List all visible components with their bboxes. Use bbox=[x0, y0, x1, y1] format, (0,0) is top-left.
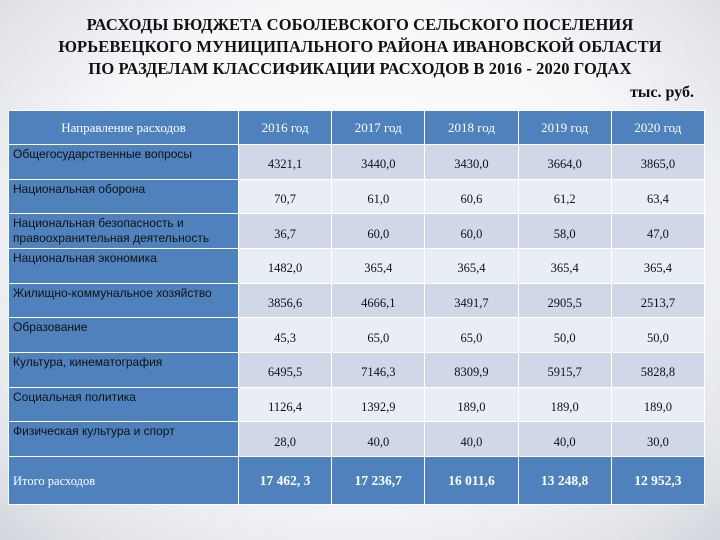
table-cell: 28,0 bbox=[239, 422, 332, 457]
table-cell: 8309,9 bbox=[425, 353, 518, 388]
column-header-year: 2017 год bbox=[332, 111, 425, 145]
table-row bbox=[9, 214, 705, 249]
table-cell: 365,4 bbox=[611, 249, 704, 284]
table-row bbox=[9, 179, 705, 214]
table-cell: 6495,5 bbox=[239, 353, 332, 388]
total-cell: 17 462, 3 bbox=[239, 457, 332, 505]
table-cell: 365,4 bbox=[425, 249, 518, 284]
column-header-year: 2019 год bbox=[518, 111, 611, 145]
table-cell: 40,0 bbox=[518, 422, 611, 457]
column-header-direction: Направление расходов bbox=[9, 111, 239, 145]
total-row bbox=[9, 457, 705, 505]
title-line-3: ПО РАЗДЕЛАМ КЛАССИФИКАЦИИ РАСХОДОВ В 2016 - 2020 ГОДАХ bbox=[88, 59, 632, 78]
row-label: Национальная оборона bbox=[9, 179, 239, 214]
table-row bbox=[9, 318, 705, 353]
table-header-row bbox=[9, 111, 705, 145]
column-header-year: 2020 год bbox=[611, 111, 704, 145]
table-cell: 40,0 bbox=[332, 422, 425, 457]
table-row bbox=[9, 387, 705, 422]
title-line-2: ЮРЬЕВЕЦКОГО МУНИЦИПАЛЬНОГО РАЙОНА ИВАНОВСКОЙ ОБЛАСТИ bbox=[58, 37, 662, 56]
row-label: Общегосударственные вопросы bbox=[9, 145, 239, 180]
table-cell: 365,4 bbox=[518, 249, 611, 284]
table-cell: 65,0 bbox=[425, 318, 518, 353]
row-label: Социальная политика bbox=[9, 387, 239, 422]
table-cell: 3440,0 bbox=[332, 145, 425, 180]
table-cell: 30,0 bbox=[611, 422, 704, 457]
table-cell: 36,7 bbox=[239, 214, 332, 249]
table-cell: 365,4 bbox=[332, 249, 425, 284]
table-cell: 5828,8 bbox=[611, 353, 704, 388]
table-row bbox=[9, 283, 705, 318]
table-cell: 1392,9 bbox=[332, 387, 425, 422]
table-cell: 2513,7 bbox=[611, 283, 704, 318]
row-label: Национальная экономика bbox=[9, 249, 239, 284]
table-cell: 4321,1 bbox=[239, 145, 332, 180]
table-cell: 40,0 bbox=[425, 422, 518, 457]
table-body bbox=[9, 145, 705, 505]
table-cell: 60,0 bbox=[425, 214, 518, 249]
table-cell: 50,0 bbox=[518, 318, 611, 353]
table-cell: 3865,0 bbox=[611, 145, 704, 180]
table-row bbox=[9, 353, 705, 388]
table-cell: 2905,5 bbox=[518, 283, 611, 318]
table-cell: 65,0 bbox=[332, 318, 425, 353]
table-cell: 1126,4 bbox=[239, 387, 332, 422]
table-row bbox=[9, 145, 705, 180]
column-header-year: 2018 год bbox=[425, 111, 518, 145]
table-cell: 3430,0 bbox=[425, 145, 518, 180]
total-cell: 13 248,8 bbox=[518, 457, 611, 505]
row-label: Физическая культура и спорт bbox=[9, 422, 239, 457]
table-cell: 7146,3 bbox=[332, 353, 425, 388]
total-label: Итого расходов bbox=[9, 457, 239, 505]
budget-table bbox=[8, 110, 705, 505]
table-cell: 1482,0 bbox=[239, 249, 332, 284]
table-row bbox=[9, 422, 705, 457]
page-title bbox=[0, 14, 720, 80]
total-cell: 16 011,6 bbox=[425, 457, 518, 505]
table-cell: 61,2 bbox=[518, 179, 611, 214]
table-cell: 70,7 bbox=[239, 179, 332, 214]
table-cell: 3491,7 bbox=[425, 283, 518, 318]
table-cell: 3856,6 bbox=[239, 283, 332, 318]
row-label: Национальная безопасность и правоохранительная деятельность bbox=[9, 214, 239, 249]
total-cell: 17 236,7 bbox=[332, 457, 425, 505]
title-line-1: РАСХОДЫ БЮДЖЕТА СОБОЛЕВСКОГО СЕЛЬСКОГО ПОСЕЛЕНИЯ bbox=[86, 15, 634, 34]
table-cell: 63,4 bbox=[611, 179, 704, 214]
row-label: Образование bbox=[9, 318, 239, 353]
table-cell: 60,0 bbox=[332, 214, 425, 249]
table-cell: 5915,7 bbox=[518, 353, 611, 388]
table-cell: 61,0 bbox=[332, 179, 425, 214]
table-cell: 4666,1 bbox=[332, 283, 425, 318]
total-cell: 12 952,3 bbox=[611, 457, 704, 505]
table-cell: 47,0 bbox=[611, 214, 704, 249]
row-label: Жилищно-коммунальное хозяйство bbox=[9, 283, 239, 318]
table-cell: 50,0 bbox=[611, 318, 704, 353]
table-row bbox=[9, 249, 705, 284]
table-cell: 189,0 bbox=[425, 387, 518, 422]
row-label: Культура, кинематография bbox=[9, 353, 239, 388]
units-label: тыс. руб. bbox=[630, 84, 694, 101]
table-cell: 189,0 bbox=[518, 387, 611, 422]
table-cell: 45,3 bbox=[239, 318, 332, 353]
table-cell: 60,6 bbox=[425, 179, 518, 214]
table-cell: 58,0 bbox=[518, 214, 611, 249]
table-cell: 189,0 bbox=[611, 387, 704, 422]
table-cell: 3664,0 bbox=[518, 145, 611, 180]
column-header-year: 2016 год bbox=[239, 111, 332, 145]
